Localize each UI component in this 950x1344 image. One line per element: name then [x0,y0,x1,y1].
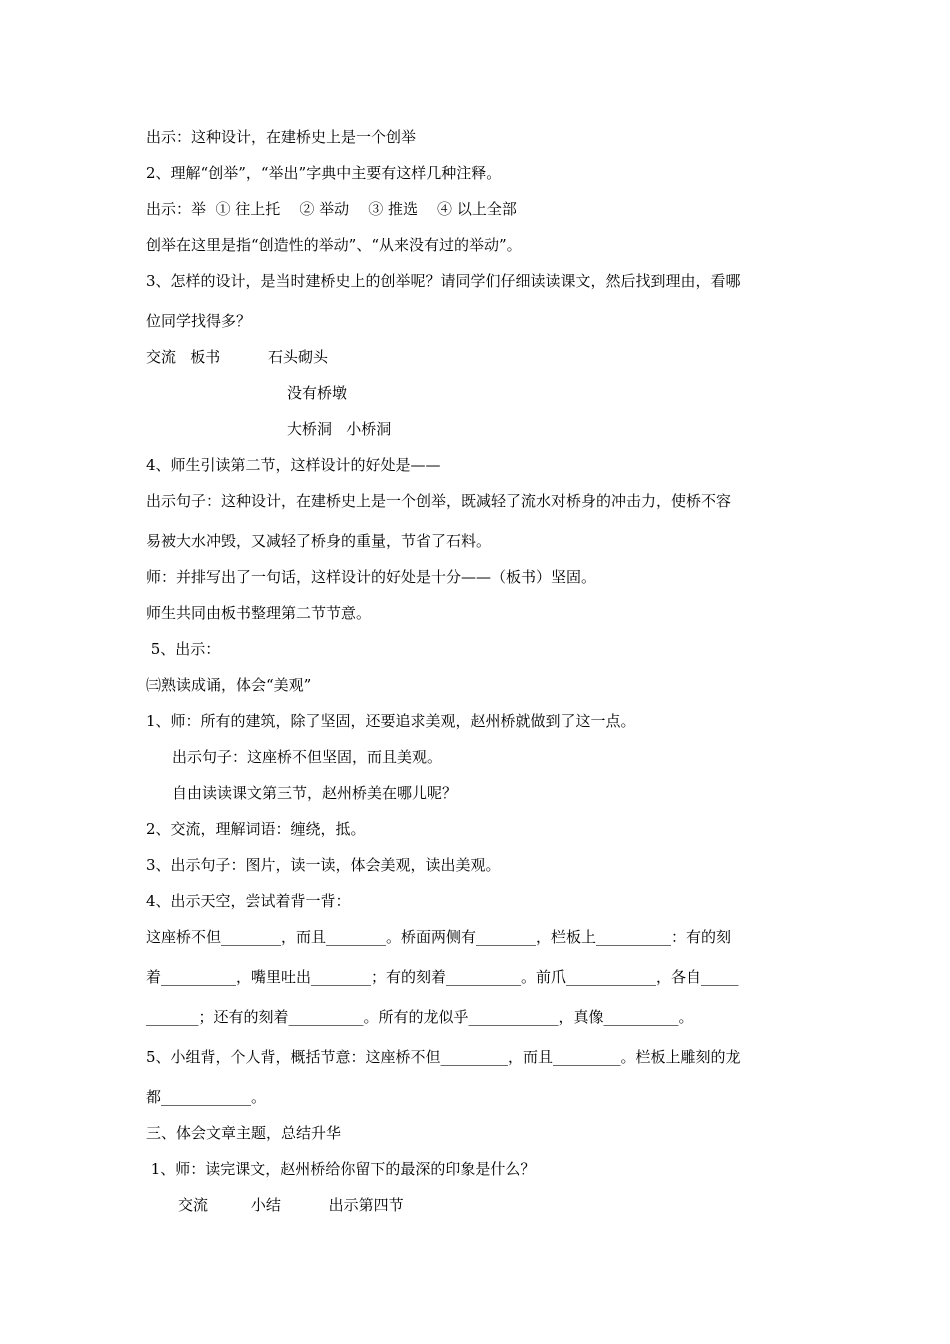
text-line: 交流 板书 石头砌头 [146,348,328,366]
fill-blank-line: 都____________。 [146,1088,267,1106]
fill-blank-line: _______；还有的刻着__________。所有的龙似乎____________，真像__________。 [146,1008,694,1026]
text-line: 出示：举 ① 往上托 ② 举动 ③ 推选 ④ 以上全部 [146,200,517,218]
text-line: 3、出示句子：图片，读一读，体会美观，读出美观。 [146,856,501,874]
fill-blank-line: 5、小组背，个人背，概括节意：这座桥不但_________，而且_________。栏板上雕刻的龙 [146,1048,741,1066]
text-line: 4、出示天空，尝试着背一背： [146,892,351,910]
text-line: 3、怎样的设计，是当时建桥史上的创举呢？请同学们仔细读读课文，然后找到理由，看哪 [146,272,741,290]
text-line: 2、交流，理解词语：缠绕，抵。 [146,820,366,838]
board-note: 大桥洞 小桥洞 [287,420,392,438]
text-line: 5、出示： [146,640,221,658]
text-line: 1、师：读完课文，赵州桥给你留下的最深的印象是什么？ [146,1160,536,1178]
section-heading: ㈢熟读成诵，体会“美观” [146,676,312,694]
fill-blank-line: 着__________，嘴里吐出________；有的刻着__________。前爪____________，各自_____ [146,968,739,986]
text-line: 位同学找得多？ [146,312,252,330]
text-line: 4、师生引读第二节，这样设计的好处是—— [146,456,441,474]
text-line: 易被大水冲毁，又减轻了桥身的重量，节省了石料。 [146,532,492,550]
text-line: 1、师：所有的建筑，除了坚固，还要追求美观，赵州桥就做到了这一点。 [146,712,636,730]
text-line: 自由读读课文第三节，赵州桥美在哪儿呢？ [172,784,458,802]
text-line: 2、理解“创举”，“举出”字典中主要有这样几种注释。 [146,164,502,182]
text-line: 交流 小结 出示第四节 [178,1196,404,1214]
section-heading: 三、体会文章主题，总结升华 [146,1124,342,1142]
text-line: 出示句子：这座桥不但坚固，而且美观。 [172,748,443,766]
board-note: 没有桥墩 [287,384,348,402]
text-line: 出示句子：这种设计，在建桥史上是一个创举，既减轻了流水对桥身的冲击力，使桥不容 [146,492,732,510]
text-line: 师生共同由板书整理第二节节意。 [146,604,372,622]
text-line: 创举在这里是指“创造性的举动”、“从来没有过的举动”。 [146,236,522,254]
text-line: 师：并排写出了一句话，这样设计的好处是十分——（板书）坚固。 [146,568,597,586]
text-line: 出示：这种设计，在建桥史上是一个创举 [146,128,417,146]
fill-blank-line: 这座桥不但________，而且________。桥面两侧有________，栏板上__________：有的刻 [146,928,732,946]
